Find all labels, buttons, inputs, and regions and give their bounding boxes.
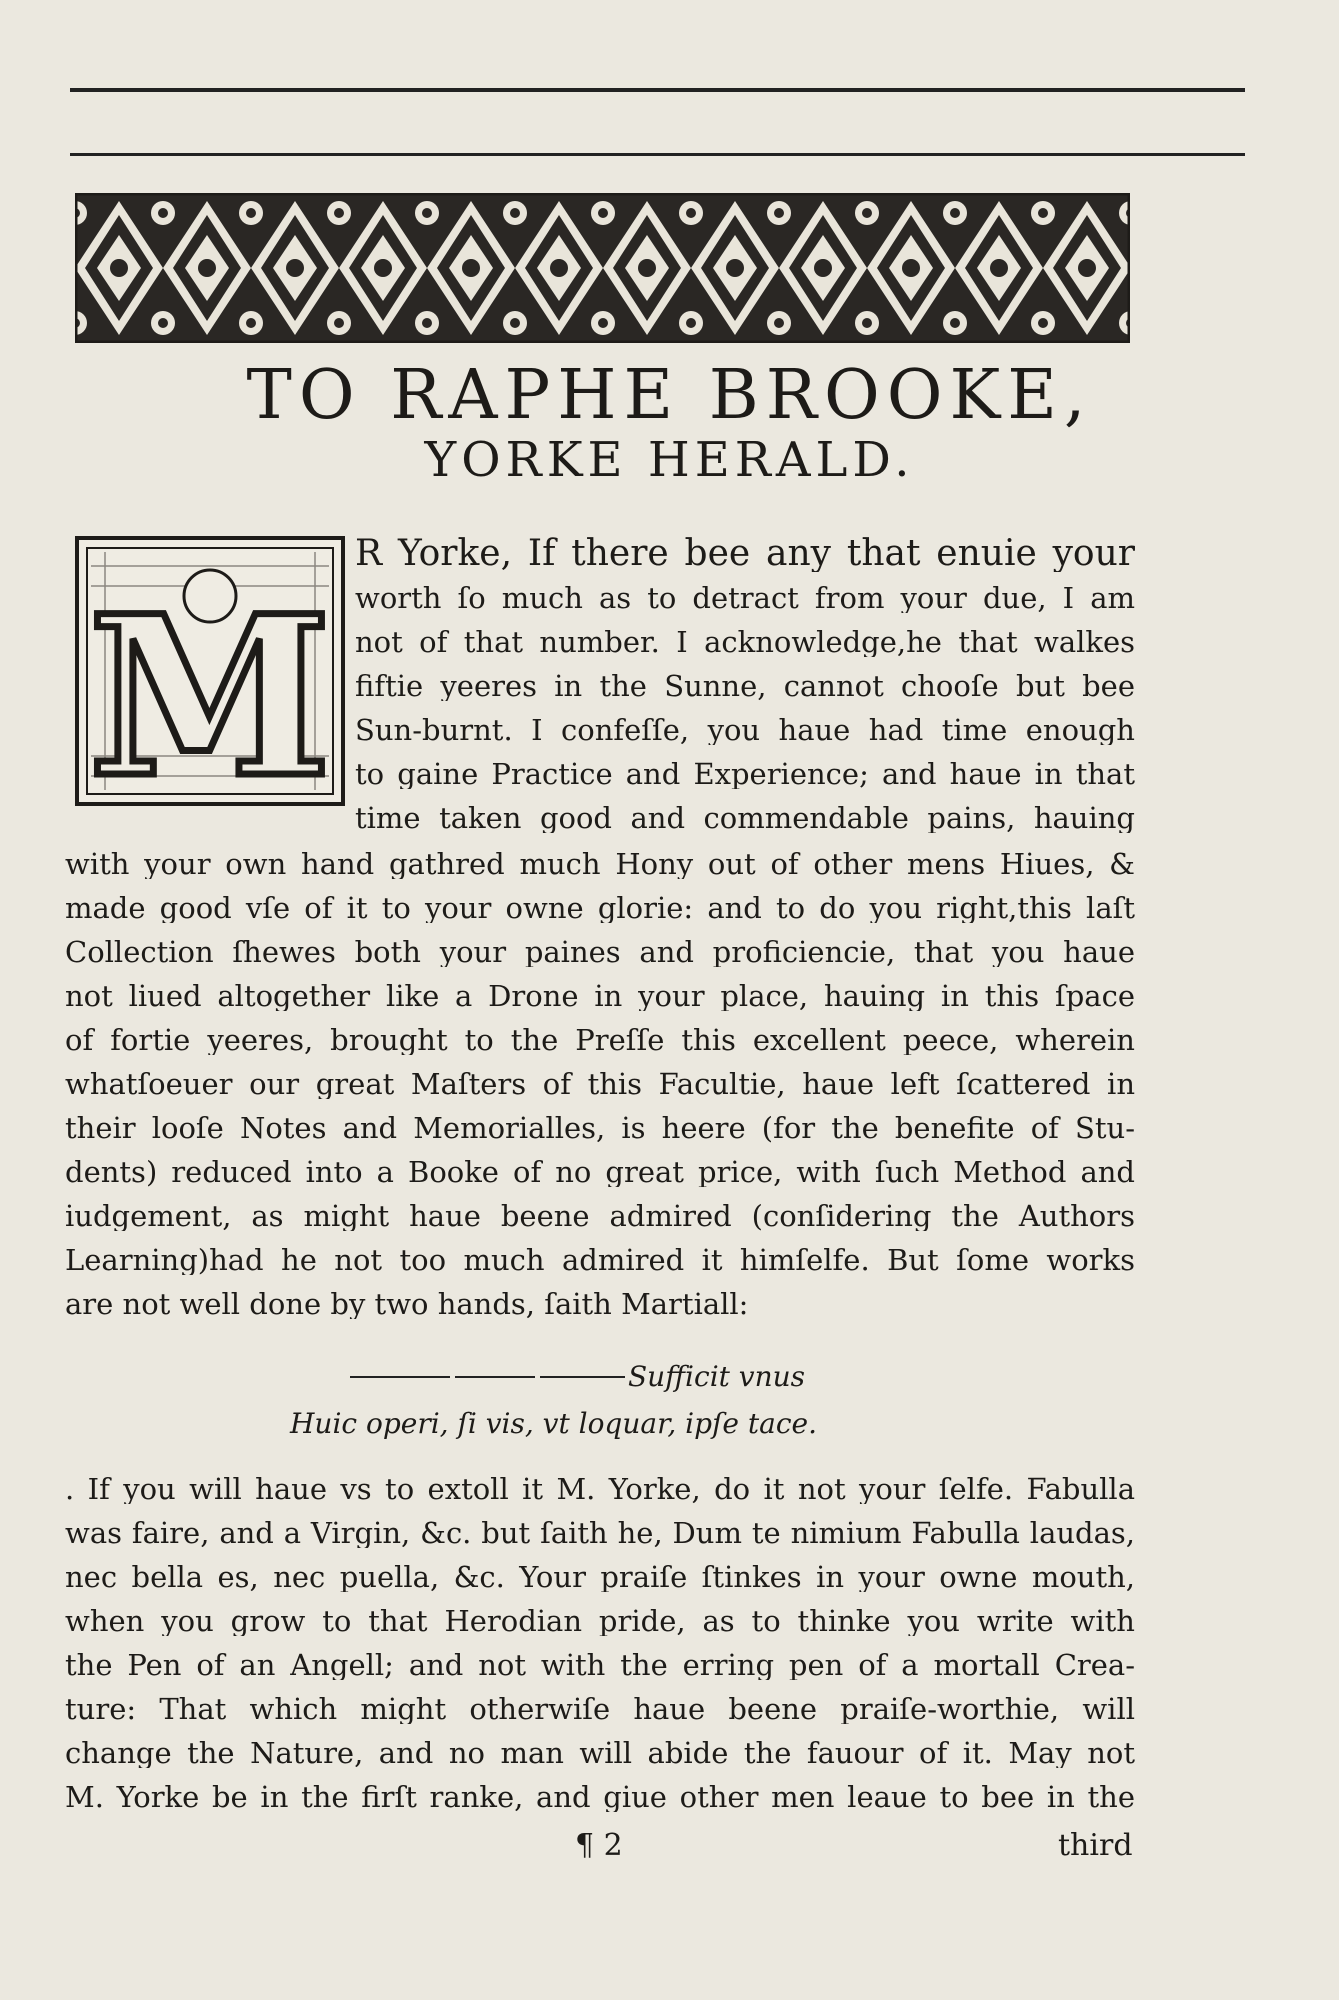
body-line: fiftie yeeres in the Sunne, cannot chooſe but bee — [355, 672, 1135, 701]
headpiece-ornament — [75, 193, 1130, 343]
body-line: Sun-burnt. I confeſſe, you haue had time enough — [355, 716, 1135, 745]
body-line: worth ſo much as to detract from your due, I am — [355, 584, 1135, 613]
top-rule — [70, 88, 1245, 92]
body-line: change the Nature, and no man will abide the fauour of it. May not — [65, 1739, 1135, 1768]
body-line: Learning)had he not too much admired it himſelfe. But ſome works — [65, 1246, 1135, 1275]
body-line: when you grow to that Herodian pride, as to thinke you write with — [65, 1607, 1135, 1636]
verse-line-1: Sufficit vnus — [628, 1360, 806, 1393]
body-line: nec bella es, nec puella, &c. Your praiſe ſtinkes in your owne mouth, — [65, 1563, 1135, 1592]
body-line: Collection ſhewes both your paines and proficiencie, that you haue — [65, 938, 1135, 967]
body-line: M. Yorke be in the firſt ranke, and giue other men leaue to bee in the — [65, 1783, 1135, 1812]
body-line: . If you will haue vs to extoll it M. Yorke, do it not your ſelfe. Fabulla — [65, 1475, 1135, 1504]
body-line: ture: That which might otherwiſe haue beene praiſe-worthie, will — [65, 1695, 1135, 1724]
body-line: was faire, and a Virgin, &c. but ſaith he, Dum te nimium Fabulla laudas, — [65, 1519, 1135, 1548]
body-line: of fortie yeeres, brought to the Preſſe this excellent peece, wherein — [65, 1026, 1135, 1055]
body-line: whatſoeuer our great Maſters of this Facultie, haue left ſcattered in — [65, 1070, 1135, 1099]
body-line: are not well done by two hands, ſaith Martiall: — [65, 1290, 749, 1319]
body-line: not of that number. I acknowledge,he that walkes — [355, 628, 1135, 657]
page-subtitle: YORKE HERALD. — [424, 432, 915, 488]
initial-letter: M — [88, 567, 332, 806]
verse-dash — [455, 1376, 535, 1378]
signature-mark: ¶ 2 — [575, 1828, 623, 1863]
verse-dash — [540, 1376, 625, 1378]
body-line: to gaine Practice and Experience; and haue in that — [355, 760, 1135, 789]
catchword: third — [1058, 1828, 1133, 1863]
body-line: dents) reduced into a Booke of no great price, with ſuch Method and — [65, 1158, 1135, 1187]
body-line: not liued altogether like a Drone in your place, hauing in this ſpace — [65, 982, 1135, 1011]
decorated-initial — [75, 536, 345, 806]
second-rule — [70, 153, 1245, 156]
body-line: iudgement, as might haue beene admired (conſidering the Authors — [65, 1202, 1135, 1231]
body-line: R Yorke, If there bee any that enuie your — [355, 536, 1135, 572]
body-line: the Pen of an Angell; and not with the erring pen of a mortall Crea- — [65, 1651, 1135, 1680]
verse-line-2: Huic operi, ſi vis, vt loquar, ipſe tace. — [290, 1407, 817, 1440]
body-line: their looſe Notes and Memorialles, is heere (for the benefite of Stu- — [65, 1114, 1135, 1143]
body-line: time taken good and commendable pains, hauing — [355, 804, 1135, 833]
verse-dash — [350, 1376, 450, 1378]
body-line: with your own hand gathred much Hony out of other mens Hiues, & — [65, 850, 1135, 879]
body-line: made good vſe of it to your owne glorie: and to do you right,this laſt — [65, 894, 1135, 923]
page-title: TO RAPHE BROOKE, — [246, 356, 1093, 435]
